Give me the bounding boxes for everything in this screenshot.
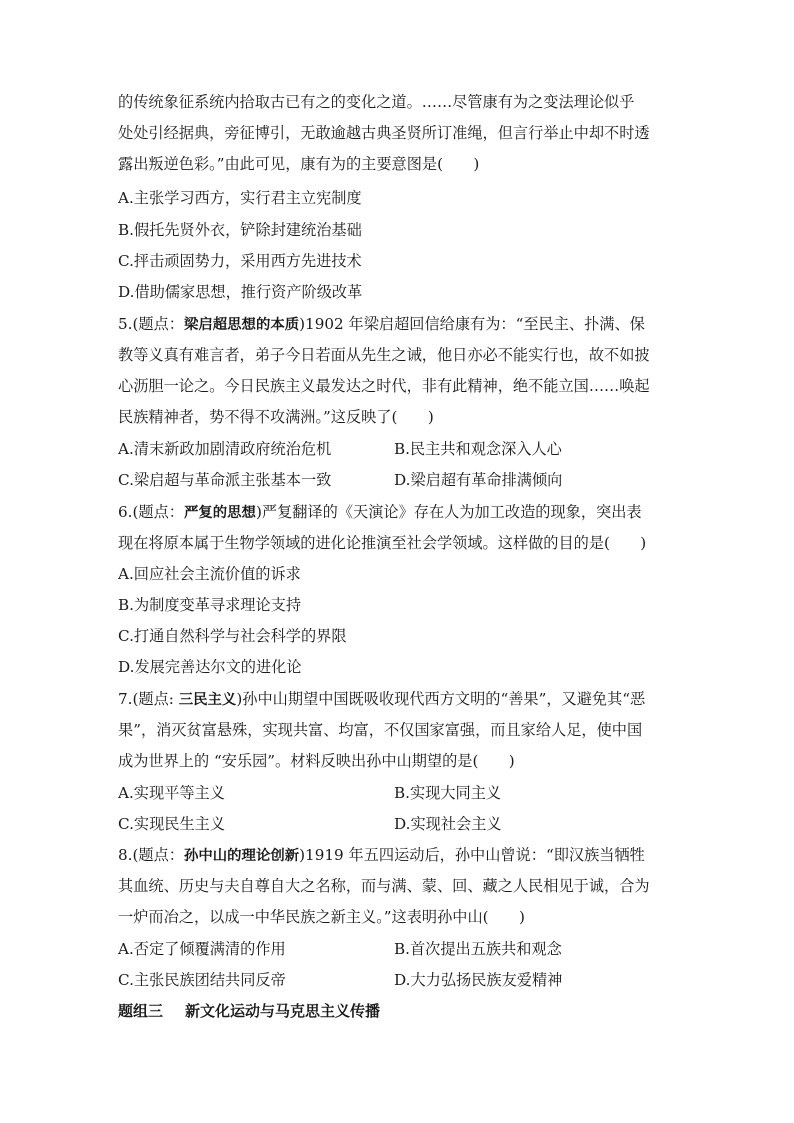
question-7-option-d: D.实现社会主义: [394, 815, 502, 833]
question-7-number: 7.(题点:: [118, 690, 179, 708]
question-4-option-c: C.抨击顽固势力，采用西方先进技术: [118, 252, 362, 270]
question-7-stem-start: )孙中山期望中国既吸收现代西方文明的“善果”，又避免其“恶: [236, 690, 646, 708]
question-5-text-line-2: 教等义真有难言者，弟子今日若面从先生之诫，他日亦必不能实行也，故不如披: [118, 346, 650, 364]
question-4-option-a: A.主张学习西方，实行君主立宪制度: [118, 189, 362, 207]
question-8-text-line-2: 其血统、历史与夫自尊自大之名称，而与满、蒙、回、藏之人民相见于诚，合为: [118, 877, 650, 895]
question-7-topic: 三民主义: [178, 692, 237, 708]
question-8-text-line-3: 一炉而冶之，以成一中华民族之新主义。”这表明孙中山( ): [118, 908, 525, 926]
section-group-label: 题组三: [118, 1002, 164, 1020]
question-6-option-b: B.为制度变革寻求理论支持: [118, 596, 302, 614]
question-6-stem-start: )严复翻译的《天演论》存在人为加工改造的现象，突出表: [255, 503, 642, 521]
question-6-option-a: A.回应社会主流价值的诉求: [118, 565, 301, 583]
question-5-text-line-3: 心沥胆一论之。今日民族主义最发达之时代，非有此精神，绝不能立国……唤起: [118, 377, 650, 395]
question-6-number: 6.(题点：: [118, 503, 184, 521]
question-8-stem-line-1: [118, 845, 645, 866]
question-5-stem-line-1: [118, 314, 645, 335]
question-8-option-d: D.大力弘扬民族友爱精神: [394, 971, 563, 989]
question-4-text-line-3: 露出叛逆色彩。”由此可见，康有为的主要意图是( ): [118, 155, 480, 173]
question-5-stem-start: )1902 年梁启超回信给康有为：“至民主、扑满、保: [299, 315, 645, 333]
question-5-topic: 梁启超思想的本质: [183, 317, 300, 333]
question-8-options-row-1: [118, 939, 678, 959]
question-7-text-line-2: 果”，消灭贫富悬殊，实现共富、均富，不仅国家富强，而且家给人足，使中国: [118, 721, 643, 739]
question-8-option-a: A.否定了倾覆满清的作用: [118, 940, 286, 958]
question-5-options-row-1: [118, 439, 678, 459]
question-4-option-b: B.假托先贤外衣，铲除封建统治基础: [118, 221, 362, 239]
question-8-topic: 孙中山的理论创新: [183, 848, 300, 864]
question-5-options-row-2: [118, 470, 678, 490]
question-7-stem-line-1: [118, 689, 645, 710]
question-5-option-b: B.民主共和观念深入人心: [394, 440, 562, 458]
question-8-option-c: C.主张民族团结共同反帝: [118, 971, 286, 989]
question-8-number: 8.(题点：: [118, 846, 184, 864]
section-heading-group-3: [118, 1001, 380, 1021]
question-6-topic: 严复的思想: [183, 505, 256, 521]
section-group-title: 新文化运动与马克思主义传播: [185, 1002, 381, 1020]
question-6-option-d: D.发展完善达尔文的进化论: [118, 658, 302, 676]
question-6-text-line-2: 现在将原本属于生物学领域的进化论推演至社会学领域。这样做的目的是( ): [118, 534, 647, 552]
question-5-text-line-4: 民族精神者，势不得不攻满洲。”这反映了( ): [118, 408, 434, 426]
question-7-option-b: B.实现大同主义: [394, 784, 502, 802]
question-8-stem-start: )1919 年五四运动后，孙中山曾说：“即汉族当牺牲: [299, 846, 645, 864]
question-7-option-a: A.实现平等主义: [118, 784, 225, 802]
question-6-stem-line-1: [118, 502, 642, 523]
question-5-number: 5.(题点：: [118, 315, 184, 333]
question-8-options-row-2: [118, 970, 678, 990]
question-7-options-row-2: [118, 814, 678, 834]
question-8-option-b: B.首次提出五族共和观念: [394, 940, 562, 958]
question-5-option-c: C.梁启超与革命派主张基本一致: [118, 471, 332, 489]
question-4-text-line-1: 的传统象征系统内拾取古已有之的变化之道。……尽管康有为之变法理论似乎: [118, 93, 635, 111]
question-7-options-row-1: [118, 783, 678, 803]
question-5-option-d: D.梁启超有革命排满倾向: [394, 471, 563, 489]
question-4-option-d: D.借助儒家思想，推行资产阶级改革: [118, 283, 363, 301]
question-5-option-a: A.清末新政加剧清政府统治危机: [118, 440, 332, 458]
question-4-text-line-2: 处处引经据典，旁征博引，无敢逾越古典圣贤所订准绳，但言行举止中却不时透: [118, 124, 650, 142]
question-6-option-c: C.打通自然科学与社会科学的界限: [118, 627, 347, 645]
question-7-text-line-3: 成为世界上的 “安乐园”。材料反映出孙中山期望的是( ): [118, 752, 515, 770]
question-7-option-c: C.实现民生主义: [118, 815, 226, 833]
